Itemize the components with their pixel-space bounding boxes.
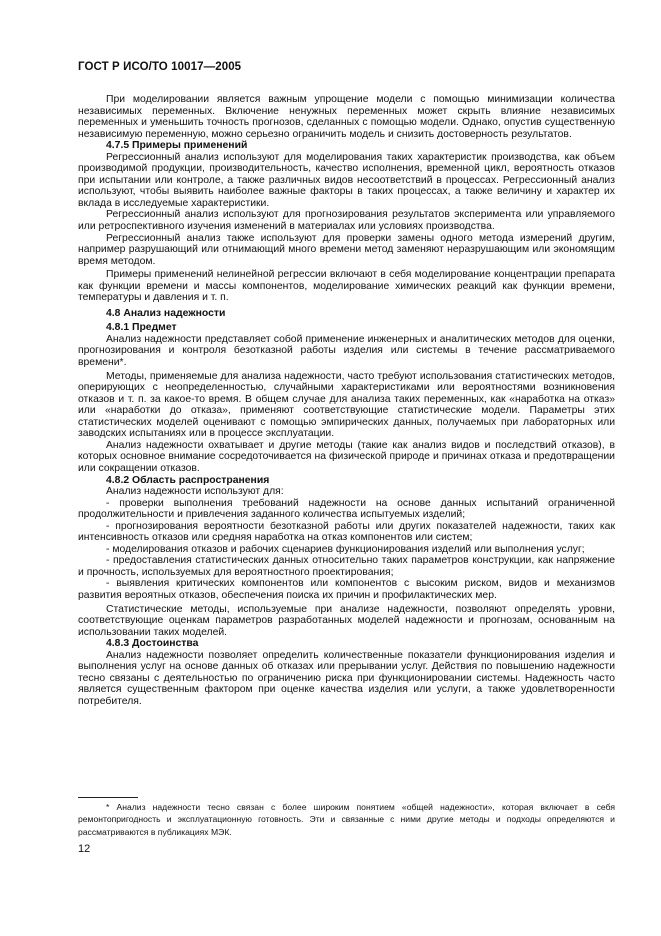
section-heading: 4.8.3 Достоинства: [106, 638, 199, 650]
section-heading: 4.7.5 Примеры применений: [106, 140, 248, 152]
list-item: - проверки выполнения требований надежности на основе данных испытаний ограниченной продолжительности и привлечения заданного количества испытуемых изделий;: [78, 497, 615, 521]
main-content: [78, 94, 615, 707]
list-item: - прогнозирования вероятности безотказной работы или других показателей надежности, таких как интенсивность отказов или средняя наработка на отказ компонентов или систем;: [78, 520, 615, 544]
page-number: 12: [78, 843, 91, 855]
list-item: - моделирования отказов и рабочих сценариев функционирования изделий или выполнения услуг;: [106, 543, 585, 555]
paragraph: При моделировании является важным упрощение модели с помощью минимизации количества независимых переменных. Включение ненужных переменных может скрыть влияние независимых переменных и уменьшить точность прогнозов, сделанных с помощью модели. Однако, опустив существенную независимую переменную, можно серьезно ограничить модель и снизить достоверность результатов.: [78, 94, 615, 140]
paragraph: Регрессионный анализ также используют для проверки замены одного метода измерений другим, например разрушающий или отнимающий много времени метод заменяют неразрушающим или экономящим время методом.: [78, 232, 615, 267]
paragraph: Анализ надежности используют для:: [106, 486, 284, 498]
paragraph: Примеры применений нелинейной регрессии включают в себя моделирование концентрации препарата как функции времени и массы компонентов, моделирование химических реакций как функции времени, температуры и давления и т. п.: [78, 269, 615, 304]
footnote-text: * Анализ надежности тесно связан с более широким понятием «общей надежности», которая включает в себя ремонтопригодность и эксплуатационную готовность. Эти и связанные с ними другие методы и подходы определяются и рассматриваются в публикациях МЭК.: [78, 802, 615, 837]
footnote-divider: [78, 797, 138, 798]
paragraph: Анализ надежности охватывает и другие методы (такие как анализ видов и последствий отказов), в которых основное внимание сосредоточивается на физической природе и причинах отказа и предотвращении или сокращении отказов.: [78, 439, 615, 474]
section-heading: 4.8.2 Область распространения: [106, 474, 270, 486]
list-item: - выявления критических компонентов или компонентов с высоким риском, видов и механизмов развития вероятных отказов, обеспечения поиска их причин и профилактических мер.: [78, 578, 615, 601]
section-heading: 4.8 Анализ надежности: [106, 307, 226, 319]
document-header: ГОСТ Р ИСО/ТО 10017—2005: [78, 61, 242, 73]
paragraph: Методы, применяемые для анализа надежности, часто требуют использования статистических методов, оперирующих с неопределенностью, случайными характеристиками или вероятностями возникновения отказов и т. п. за какое-то время. В общем случае для анализа таких переменных, как «наработка на отказ» или «наработки до отказа», применяют соответствующие статистические модели. Параметры этих статистических моделей оценивают с помощью эмпирических данных, получаемых при лабораторных или заводских испытаниях или в процессе эксплуатации.: [78, 370, 615, 440]
paragraph: Анализ надежности позволяет определить количественные показатели функционирования изделия и выполнения услуг на основе данных об отказах или прерывании услуг. Действия по повышению надежности тесно связаны с деятельностью по ограничению риска при функционировании системы. Надежность часто является существенным фактором при оценке качества изделия или услуги, а также удовлетворенности потребителя.: [78, 649, 615, 707]
paragraph: Статистические методы, используемые при анализе надежности, позволяют определять уровни, соответствующие оценкам параметров разработанных моделей надежности и прогнозам, основанным на использовании таких моделей.: [78, 603, 615, 638]
paragraph: Анализ надежности представляет собой применение инженерных и аналитических методов для оценки, прогнозирования и контроля безотказной работы изделия или системы в течение рассматриваемого времени*.: [78, 333, 615, 369]
section-heading: 4.8.1 Предмет: [106, 322, 177, 334]
footnote: [78, 801, 615, 838]
paragraph: Регрессионный анализ используют для прогнозирования результатов эксперимента или управляемого или ретроспективного изучения изменений в материалах или условиях производства.: [78, 209, 615, 233]
list-item: - предоставления статистических данных относительно таких параметров конструкции, как напряжение и прочность, используемых для вероятностного проектирования;: [78, 555, 615, 578]
paragraph: Регрессионный анализ используют для моделирования таких характеристик производства, как объем производимой продукции, производительность, качество исполнения, временной цикл, вероятность отказов при испытании или контроле, а также различных видов несоответствий в процессах. Регрессионный анализ используют, чтобы выявить наиболее важные факторы в таких процессах, а также величину и характер их вклада в исследуемые характеристики.: [78, 151, 615, 209]
